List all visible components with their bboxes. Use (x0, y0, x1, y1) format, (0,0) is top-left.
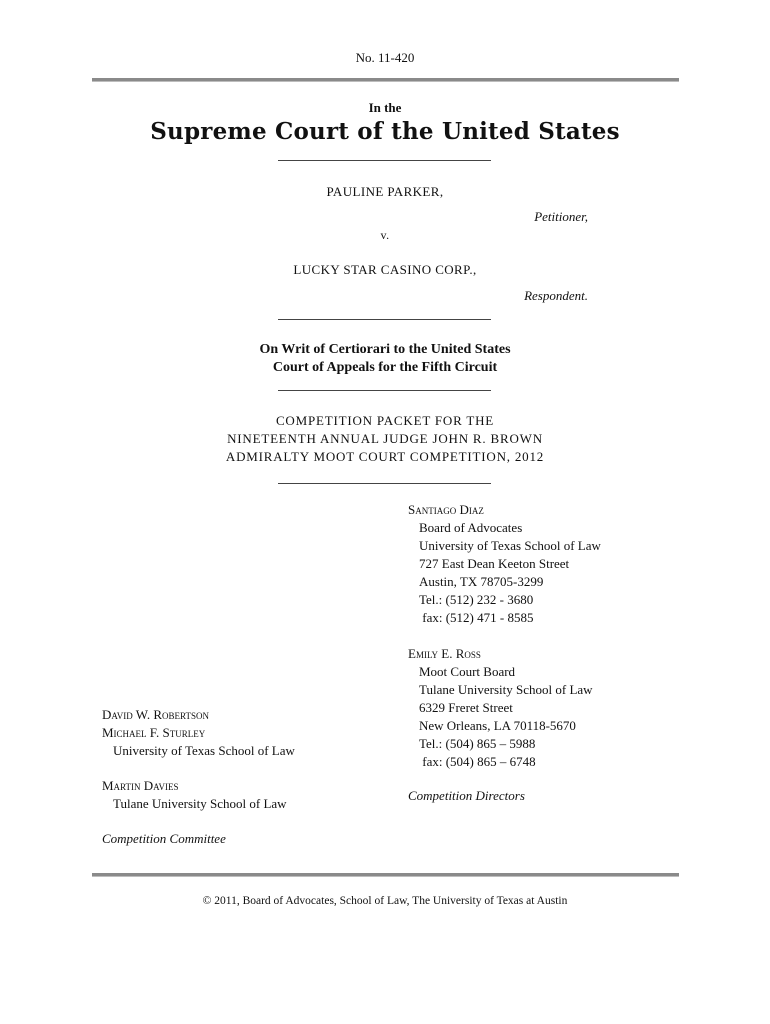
copyright-notice: © 2011, Board of Advocates, School of Law, The University of Texas at Austin (202, 895, 568, 907)
packet-line-2: NINETEENTH ANNUAL JUDGE JOHN R. BROWN (227, 431, 543, 446)
court-name: Supreme Court of the United States (150, 118, 620, 145)
packet-title (0, 412, 770, 466)
committee-block-1 (102, 706, 295, 760)
writ-line-1: On Writ of Certiorari to the United States (259, 342, 511, 357)
respondent-role: Respondent. (524, 288, 588, 303)
director-line: Moot Court Board (419, 664, 516, 679)
director-line: New Orleans, LA 70118-5670 (419, 718, 576, 733)
director-line: University of Texas School of Law (419, 538, 601, 553)
director-line: 727 East Dean Keeton Street (419, 556, 570, 571)
versus: v. (380, 228, 390, 242)
packet-divider (278, 483, 491, 484)
top-divider (92, 78, 679, 82)
caption-divider-1 (278, 160, 491, 161)
committee-block-2 (102, 777, 287, 813)
director-line: Austin, TX 78705-3299 (419, 574, 544, 589)
director-line: Tel.: (512) 232 - 3680 (419, 592, 534, 607)
petitioner-name: PAULINE PARKER, (326, 184, 444, 199)
director-line: fax: (512) 471 - 8585 (419, 610, 534, 625)
committee-member: David W. Robertson (102, 707, 209, 722)
in-the-label: In the (368, 100, 402, 115)
director-name: Emily E. Ross (408, 646, 481, 661)
director-line: Tulane University School of Law (419, 682, 593, 697)
committee-member: Martin Davies (102, 778, 179, 793)
director-name: Santiago Diaz (408, 502, 484, 517)
director-line: 6329 Freret Street (419, 700, 513, 715)
docket-number: No. 11-420 (355, 50, 415, 65)
director-emily-ross (408, 645, 593, 771)
writ-divider (278, 390, 491, 391)
packet-line-1: COMPETITION PACKET FOR THE (275, 413, 495, 428)
respondent-name: LUCKY STAR CASINO CORP., (293, 262, 477, 277)
director-line: Board of Advocates (419, 520, 523, 535)
bottom-divider (92, 873, 679, 877)
writ-line-2: Court of Appeals for the Fifth Circuit (272, 360, 498, 375)
director-santiago-diaz (408, 501, 601, 627)
committee-label: Competition Committee (102, 831, 226, 846)
petitioner-role: Petitioner, (534, 209, 588, 224)
committee-member: Michael F. Sturley (102, 725, 206, 740)
writ-title (0, 341, 770, 377)
directors-label: Competition Directors (408, 788, 525, 803)
director-line: fax: (504) 865 – 6748 (419, 754, 536, 769)
committee-affiliation: University of Texas School of Law (113, 743, 295, 758)
committee-affiliation: Tulane University School of Law (113, 796, 287, 811)
caption-divider-2 (278, 319, 491, 320)
director-line: Tel.: (504) 865 – 5988 (419, 736, 536, 751)
packet-line-3: ADMIRALTY MOOT COURT COMPETITION, 2012 (225, 449, 545, 464)
